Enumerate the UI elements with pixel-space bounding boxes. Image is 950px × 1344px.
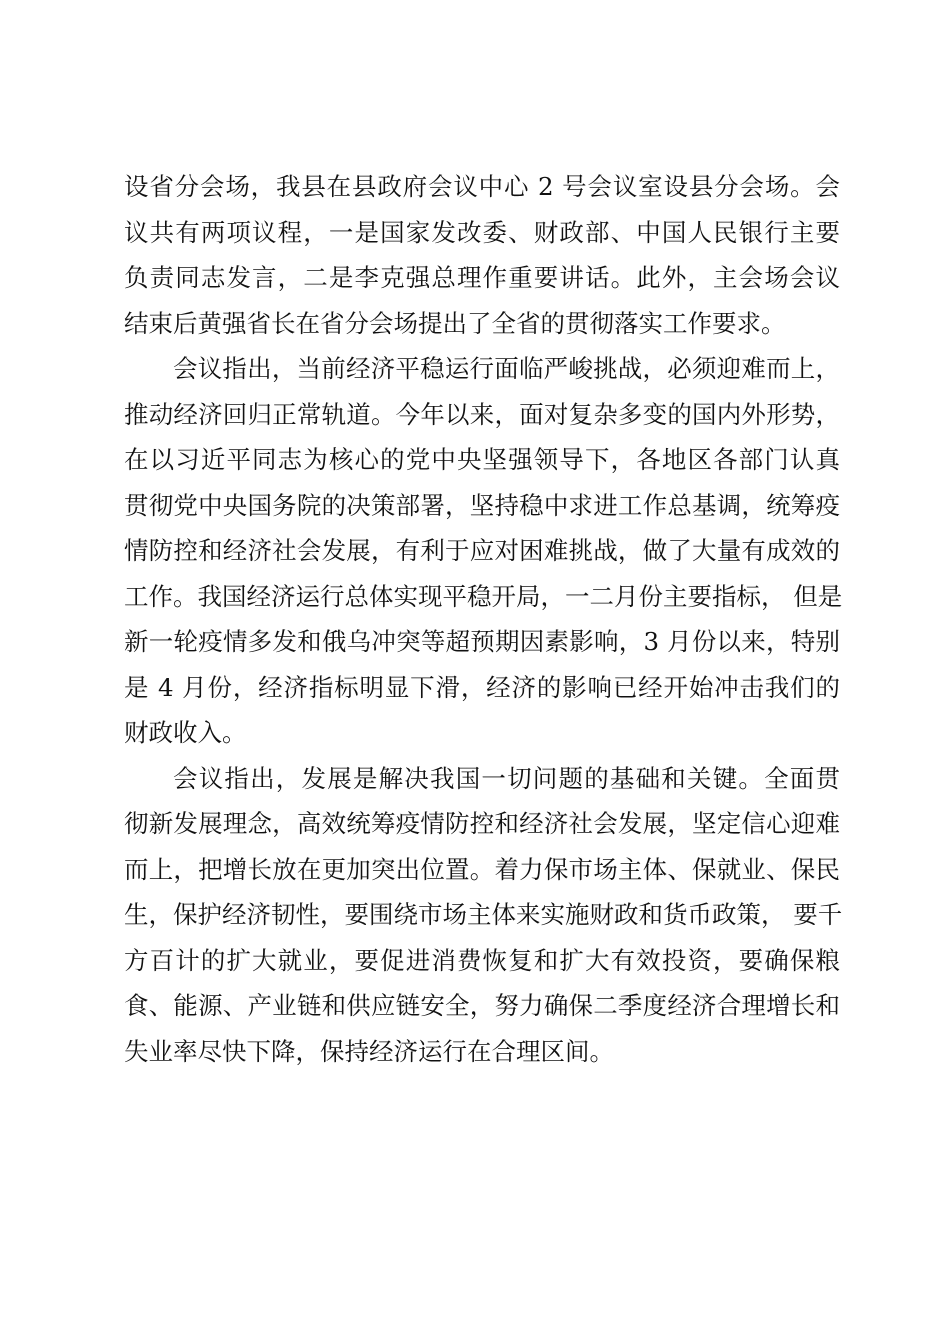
text-line: 方百计的扩大就业，要促进消费恢复和扩大有效投资，要确保粮: [124, 945, 840, 975]
text-line: 议共有两项议程，一是国家发改委、财政部、中国人民银行主要: [124, 217, 840, 247]
text-line: 失业率尽快下降，保持经济运行在合理区间。: [124, 1036, 614, 1066]
text-line: 食、能源、产业链和供应链安全，努力确保二季度经济合理增长和: [124, 991, 840, 1020]
text-line: 推动经济回归正常轨道。今年以来，面对复杂多变的国内外形势，: [124, 399, 840, 429]
text-line: 贯彻党中央国务院的决策部署，坚持稳中求进工作总基调，统筹疫: [124, 490, 840, 520]
text-line: 设省分会场，我县在县政府会议中心 2 号会议室设县分会场。会: [124, 172, 840, 201]
text-line: 而上，把增长放在更加突出位置。着力保市场主体、保就业、保民: [124, 854, 840, 884]
text-line: 结束后黄强省长在省分会场提出了全省的贯彻落实工作要求。: [124, 308, 786, 338]
paragraph-1: [124, 164, 840, 346]
text-line: 在以习近平同志为核心的党中央坚强领导下，各地区各部门认真: [124, 445, 840, 474]
text-line: 是 4 月份，经济指标明显下滑，经济的影响已经开始冲击我们的: [124, 672, 840, 702]
text-line: 生，保护经济韧性，要围绕市场主体来实施财政和货币政策， 要千: [124, 900, 843, 929]
paragraph-3: [124, 756, 843, 1075]
text-line: 彻新发展理念，高效统筹疫情防控和经济社会发展，坚定信心迎难: [124, 809, 840, 838]
document-body: [124, 164, 843, 1074]
text-line: 财政收入。: [124, 718, 247, 747]
text-line: 情防控和经济社会发展，有利于应对困难挑战，做了大量有成效的: [124, 536, 840, 565]
paragraph-2: [124, 346, 843, 756]
text-line: 新一轮疫情多发和俄乌冲突等超预期因素影响，3 月份以来，特别: [124, 627, 840, 656]
text-line: 会议指出，当前经济平稳运行面临严峻挑战，必须迎难而上，: [173, 354, 840, 383]
text-line: 负责同志发言，二是李克强总理作重要讲话。此外，主会场会议: [124, 263, 840, 292]
text-line: 工作。我国经济运行总体实现平稳开局，一二月份主要指标， 但是: [124, 581, 843, 611]
text-line: 会议指出，发展是解决我国一切问题的基础和关键。全面贯: [173, 763, 840, 793]
